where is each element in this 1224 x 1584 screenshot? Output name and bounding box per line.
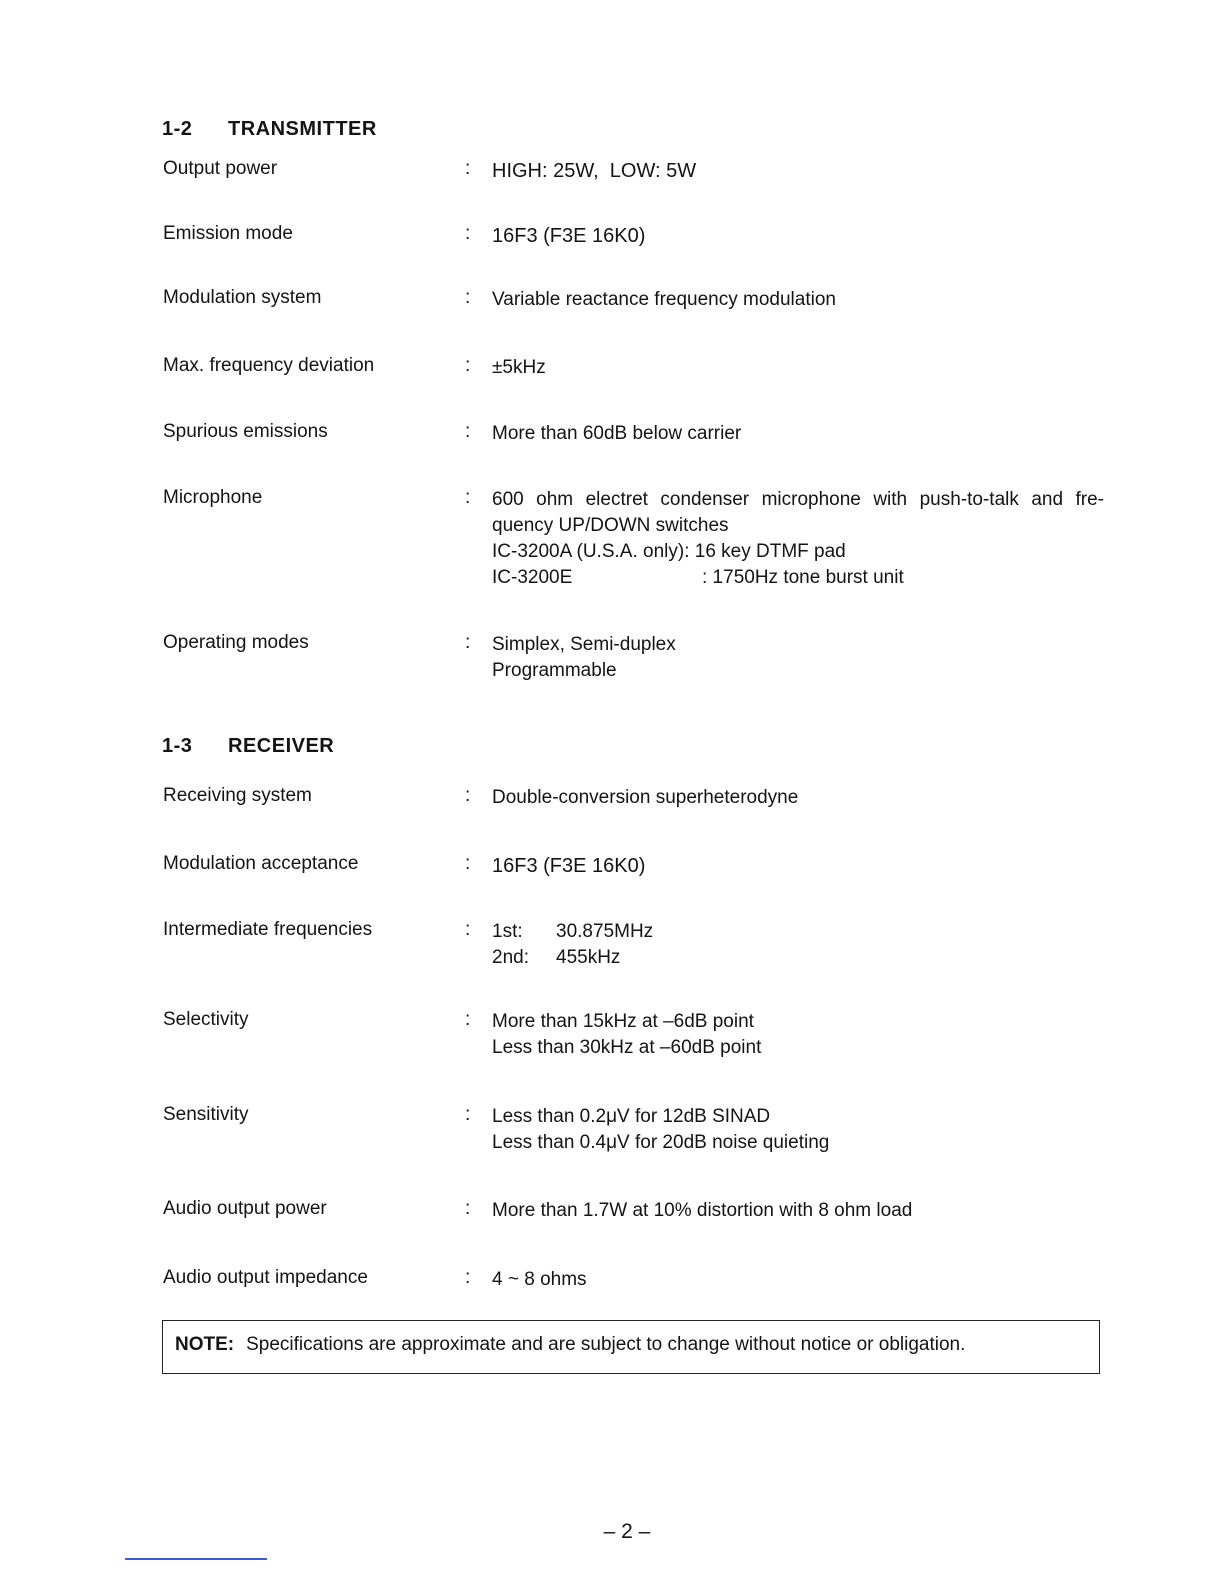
spec-value — [492, 1198, 1104, 1224]
spec-label: Operating modes — [163, 632, 309, 653]
spec-colon: : — [465, 853, 471, 874]
spec-value-line: Variable reactance frequency modulation — [492, 289, 836, 310]
spec-value-line — [492, 565, 1104, 591]
spec-value — [492, 223, 1104, 249]
spec-label: Output power — [163, 158, 278, 179]
spec-label: Sensitivity — [163, 1104, 249, 1125]
note-label: NOTE: — [175, 1334, 235, 1355]
spec-value — [492, 1267, 1104, 1293]
spec-value-line: More than 1.7W at 10% distortion with 8 ohm load — [492, 1200, 913, 1221]
spec-value-line: Less than 30kHz at –60dB point — [492, 1037, 762, 1058]
spec-value-line: 600 ohm electret condenser microphone with push-to-talk and fre-quency UP/DOWN switches — [492, 489, 1104, 536]
spec-colon: : — [465, 487, 471, 508]
spec-colon: : — [465, 287, 471, 308]
section-title: TRANSMITTER — [228, 118, 377, 140]
spec-label: Emission mode — [163, 223, 293, 244]
model-feature: : 1750Hz tone burst unit — [702, 567, 904, 588]
spec-value-line: 16F3 (F3E 16K0) — [492, 855, 646, 877]
spec-label: Microphone — [163, 487, 263, 508]
spec-value — [492, 158, 1104, 184]
spec-value — [492, 421, 1104, 447]
spec-label: Intermediate frequencies — [163, 919, 373, 940]
spec-value-line: More than 60dB below carrier — [492, 423, 742, 444]
note-text — [175, 1334, 965, 1356]
spec-colon: : — [465, 1267, 471, 1288]
spec-value — [492, 785, 1104, 811]
spec-colon: : — [465, 421, 471, 442]
note-box — [162, 1320, 1100, 1374]
if-frequency: 30.875MHz — [556, 921, 654, 942]
spec-value-line: IC-3200A (U.S.A. only): 16 key DTMF pad — [492, 541, 846, 562]
spec-colon: : — [465, 158, 471, 179]
spec-label: Receiving system — [163, 785, 312, 806]
spec-colon: : — [465, 1104, 471, 1125]
spec-value — [492, 487, 1104, 591]
spec-label: Audio output power — [163, 1198, 327, 1219]
spec-value-line: More than 15kHz at –6dB point — [492, 1011, 754, 1032]
section-title: RECEIVER — [228, 735, 335, 757]
model-name: IC-3200E — [492, 567, 573, 588]
spec-label: Modulation acceptance — [163, 853, 359, 874]
spec-value-line: ±5kHz — [492, 357, 546, 378]
page-number: – 2 – — [603, 1520, 651, 1543]
spec-label: Audio output impedance — [163, 1267, 368, 1288]
spec-colon: : — [465, 355, 471, 376]
spec-value-line: 4 ~ 8 ohms — [492, 1269, 587, 1290]
spec-label: Selectivity — [163, 1009, 249, 1030]
spec-label: Spurious emissions — [163, 421, 328, 442]
spec-value — [492, 1104, 1104, 1156]
section-number: 1-3 — [162, 735, 193, 757]
spec-colon: : — [465, 223, 471, 244]
spec-value-line: Less than 0.4μV for 20dB noise quieting — [492, 1132, 830, 1153]
spec-colon: : — [465, 785, 471, 806]
spec-value-line — [492, 919, 1104, 945]
note-body: Specifications are approximate and are subject to change without notice or obligation. — [246, 1334, 966, 1355]
if-stage: 1st: — [492, 921, 523, 942]
spec-value-line — [492, 945, 1104, 971]
spec-label: Modulation system — [163, 287, 322, 308]
spec-value — [492, 919, 1104, 971]
spec-colon: : — [465, 632, 471, 653]
spec-value — [492, 632, 1104, 684]
spec-value — [492, 853, 1104, 879]
spec-value — [492, 355, 1104, 381]
spec-value-line: Programmable — [492, 660, 617, 681]
spec-value — [492, 1009, 1104, 1061]
spec-label: Max. frequency deviation — [163, 355, 375, 376]
section-number: 1-2 — [162, 118, 193, 140]
spec-value-line: Simplex, Semi-duplex — [492, 634, 676, 655]
section-heading-transmitter — [162, 118, 377, 141]
spec-value-line: 16F3 (F3E 16K0) — [492, 225, 646, 247]
spec-value-line: HIGH: 25W, LOW: 5W — [492, 160, 697, 182]
section-heading-receiver — [162, 735, 334, 758]
spec-value-line: Double-conversion superheterodyne — [492, 787, 799, 808]
spec-colon: : — [465, 1009, 471, 1030]
edge-underline-mark — [125, 1558, 267, 1560]
spec-colon: : — [465, 1198, 471, 1219]
spec-value-line: Less than 0.2μV for 12dB SINAD — [492, 1106, 771, 1127]
spec-value — [492, 287, 1104, 313]
if-frequency: 455kHz — [556, 947, 621, 968]
spec-colon: : — [465, 919, 471, 940]
if-stage: 2nd: — [492, 947, 529, 968]
